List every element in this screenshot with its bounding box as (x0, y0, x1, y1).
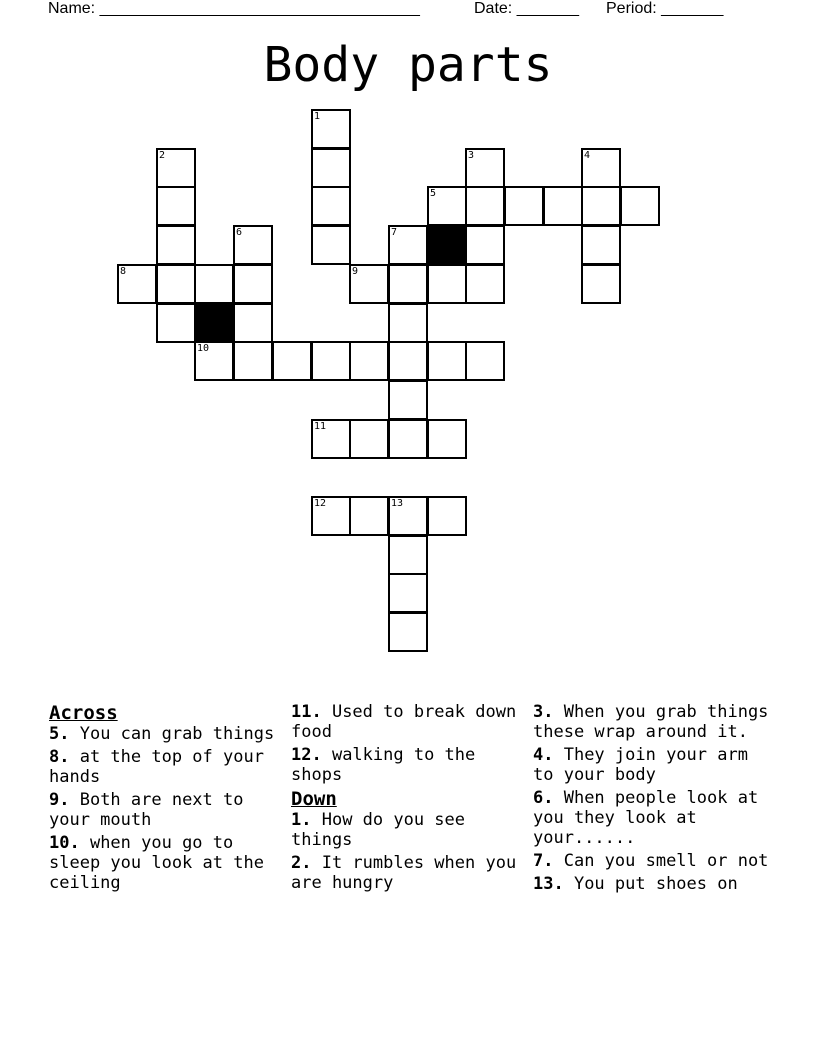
crossword-cell[interactable] (349, 419, 389, 459)
across-heading: Across (49, 702, 118, 724)
clue-number: 5. (49, 724, 70, 744)
crossword-cell[interactable] (233, 303, 273, 343)
crossword-cell[interactable] (388, 419, 428, 459)
crossword-cell[interactable] (620, 186, 660, 226)
crossword-cell[interactable] (465, 264, 505, 304)
clue-down-7 (533, 851, 769, 871)
crossword-cell[interactable] (311, 148, 351, 188)
clue-text: Both are next to your mouth (49, 790, 244, 830)
crossword-cell[interactable] (465, 341, 505, 381)
crossword-cell[interactable] (427, 341, 467, 381)
clue-text: When people look at you they look at your...... (533, 788, 759, 848)
clue-number: 1. (291, 810, 312, 830)
clue-number: 11. (291, 702, 322, 722)
crossword-cell[interactable] (388, 225, 428, 265)
clue-text: It rumbles when you are hungry (291, 853, 517, 893)
period-field-label: Period: _______ (606, 0, 724, 17)
crossword-cell[interactable] (156, 225, 196, 265)
crossword-cell[interactable] (427, 264, 467, 304)
clue-across-5 (49, 724, 285, 744)
crossword-cell[interactable] (388, 573, 428, 613)
crossword-cell[interactable] (117, 264, 157, 304)
crossword-cell[interactable] (311, 341, 351, 381)
crossword-cell[interactable] (156, 264, 196, 304)
crossword-cell[interactable] (194, 341, 234, 381)
cell-number: 4 (584, 150, 591, 161)
crossword-cell[interactable] (233, 225, 273, 265)
crossword-cell[interactable] (427, 496, 467, 536)
clue-text: They join your arm to your body (533, 745, 748, 785)
crossword-cell[interactable] (311, 419, 351, 459)
clue-down-3 (533, 702, 769, 742)
clue-text: walking to the shops (291, 745, 476, 785)
page-title: Body parts (263, 37, 553, 93)
clue-across-10 (49, 833, 285, 893)
clue-number: 4. (533, 745, 554, 765)
crossword-cell[interactable] (349, 341, 389, 381)
blocked-cell (427, 225, 467, 265)
cell-number: 13 (391, 498, 404, 509)
clue-number: 3. (533, 702, 554, 722)
crossword-cell[interactable] (504, 186, 544, 226)
cell-number: 1 (314, 111, 321, 122)
crossword-cell[interactable] (233, 264, 273, 304)
clue-number: 10. (49, 833, 80, 853)
crossword-cell[interactable] (581, 225, 621, 265)
clue-across-9 (49, 790, 285, 830)
crossword-cell[interactable] (311, 109, 351, 149)
crossword-cell[interactable] (543, 186, 583, 226)
crossword-cell[interactable] (156, 148, 196, 188)
clue-down-13 (533, 874, 769, 894)
cell-number: 10 (197, 343, 210, 354)
crossword-cell[interactable] (427, 186, 467, 226)
cell-number: 7 (391, 227, 398, 238)
cell-number: 8 (120, 266, 127, 277)
crossword-cell[interactable] (581, 264, 621, 304)
clue-text: Can you smell or not (553, 851, 769, 871)
crossword-cell[interactable] (311, 496, 351, 536)
cell-number: 5 (430, 188, 437, 199)
clue-column-2 (291, 702, 527, 896)
crossword-cell[interactable] (465, 186, 505, 226)
crossword-cell[interactable] (427, 419, 467, 459)
crossword-cell[interactable] (388, 341, 428, 381)
crossword-cell[interactable] (311, 225, 351, 265)
crossword-cell[interactable] (581, 186, 621, 226)
crossword-cell[interactable] (349, 264, 389, 304)
date-field-label: Date: _______ (474, 0, 579, 17)
crossword-cell[interactable] (465, 148, 505, 188)
clue-across-8 (49, 747, 285, 787)
name-field-label: Name: ____________________________________ (48, 0, 420, 17)
clue-down-4 (533, 745, 769, 785)
crossword-cell[interactable] (388, 496, 428, 536)
blocked-cell (194, 303, 234, 343)
clue-across-12 (291, 745, 527, 785)
crossword-cell[interactable] (388, 264, 428, 304)
clue-across-11 (291, 702, 527, 742)
clue-text: Used to break down food (291, 702, 517, 742)
crossword-cell[interactable] (233, 341, 273, 381)
clue-down-1 (291, 810, 527, 850)
crossword-cell[interactable] (388, 303, 428, 343)
cell-number: 11 (314, 421, 327, 432)
cell-number: 3 (468, 150, 475, 161)
down-heading: Down (291, 788, 337, 810)
clue-number: 7. (533, 851, 554, 871)
clue-number: 2. (291, 853, 312, 873)
cell-number: 12 (314, 498, 327, 509)
crossword-cell[interactable] (349, 496, 389, 536)
clue-down-2 (291, 853, 527, 893)
clue-number: 12. (291, 745, 322, 765)
crossword-cell[interactable] (194, 264, 234, 304)
crossword-cell[interactable] (156, 303, 196, 343)
clue-number: 6. (533, 788, 554, 808)
clue-text: How do you see things (291, 810, 466, 850)
crossword-cell[interactable] (388, 380, 428, 420)
crossword-cell[interactable] (465, 225, 505, 265)
crossword-cell[interactable] (156, 186, 196, 226)
clue-text: at the top of your hands (49, 747, 264, 787)
cell-number: 6 (236, 227, 243, 238)
clue-text: when you go to sleep you look at the ceiling (49, 833, 264, 893)
clue-number: 13. (533, 874, 564, 894)
crossword-cell[interactable] (311, 186, 351, 226)
clue-column-3 (533, 702, 769, 897)
crossword-cell[interactable] (581, 148, 621, 188)
crossword-cell[interactable] (388, 535, 428, 575)
clue-text: You put shoes on (563, 874, 738, 894)
clue-number: 9. (49, 790, 70, 810)
clue-text: You can grab things (69, 724, 275, 744)
clue-column-1 (49, 702, 285, 896)
clue-number: 8. (49, 747, 70, 767)
cell-number: 9 (352, 266, 359, 277)
clue-text: When you grab things these wrap around it. (533, 702, 769, 742)
crossword-cell[interactable] (272, 341, 312, 381)
clue-down-6 (533, 788, 769, 848)
cell-number: 2 (159, 150, 166, 161)
crossword-cell[interactable] (388, 612, 428, 652)
